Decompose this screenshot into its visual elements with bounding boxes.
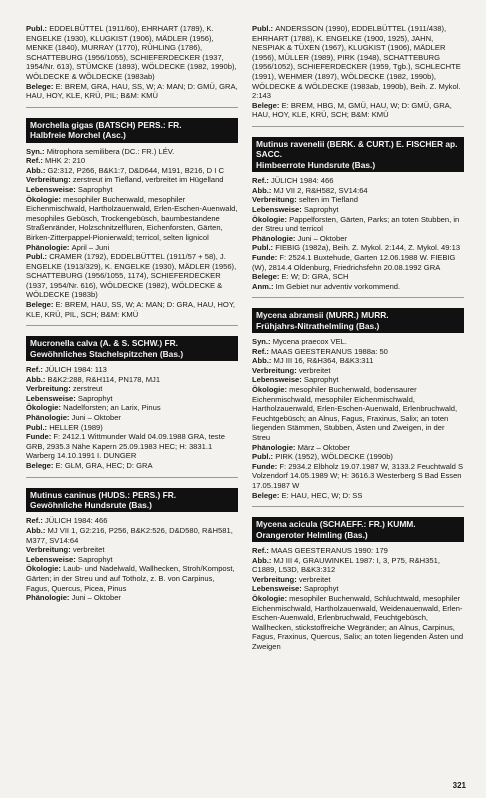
entry-line — [252, 491, 464, 501]
field-text: MJ VII 2, R&H582, SV14:64 — [273, 185, 368, 195]
field-text: Mycena praecox VEL. — [272, 337, 347, 347]
field-label: Belege: — [252, 490, 282, 500]
field-text: G2:312, P266, B&K1:7, D&D644, M191, B216, D I C — [47, 165, 224, 175]
entry-line — [26, 432, 238, 461]
field-label: Ökologie: — [252, 385, 290, 395]
field-text: FIEBIG (1982a), Beih. Z. Mykol. 2:144, Z. Mykol. 49:13 — [275, 243, 461, 253]
entry-line — [252, 195, 464, 205]
page-number: 321 — [452, 781, 466, 790]
entry-divider — [252, 126, 464, 127]
species-entry — [26, 516, 238, 602]
field-text: E: GLM, GRA, HEC; D: GRA — [55, 461, 153, 470]
entry-line — [252, 253, 464, 272]
field-text: HELLER (1989) — [49, 422, 103, 432]
entry-line — [252, 385, 464, 443]
right-column — [252, 24, 464, 652]
entry-line — [252, 366, 464, 376]
field-text: selten im Tiefland — [298, 195, 358, 205]
field-label: Publ.: — [252, 243, 276, 253]
field-text: MJ VII 1, G2:216, P256, B&K2:526, D&D580, R&H581, M377, SV14:64 — [26, 526, 233, 545]
field-text: Saprophyt — [303, 584, 339, 594]
field-text: März – Oktober — [297, 442, 350, 452]
field-label: Verbreitung: — [252, 365, 299, 375]
field-text: zerstreut — [72, 384, 103, 394]
entry-line — [252, 24, 464, 101]
species-header — [252, 517, 464, 542]
entry-line — [252, 584, 464, 594]
entry-line — [252, 205, 464, 215]
field-text: E: HAU, HEC, W; D: SS — [281, 490, 363, 500]
continued-entry — [26, 24, 238, 101]
species-name: Mycena acicula (SCHAEFF.: FR.) KUMM. — [256, 519, 416, 530]
entry-line — [26, 403, 238, 413]
field-text: Nadelforsten; an Larix, Pinus — [63, 403, 161, 413]
field-label: Ref.: — [26, 365, 45, 375]
entry-line — [26, 300, 238, 319]
field-text: JÜLICH 1984: 466 — [270, 176, 334, 186]
field-label: Belege: — [26, 300, 56, 310]
field-label: Abb.: — [26, 165, 48, 175]
field-label: Ökologie: — [252, 593, 290, 603]
species-header — [26, 336, 238, 361]
species-name: Mycena abramsii (MURR.) MURR. — [256, 310, 389, 321]
species-entry — [252, 337, 464, 500]
common-name: Gewöhnliche Hundsrute (Bas.) — [30, 500, 152, 510]
field-label: Phänologie: — [26, 593, 72, 603]
entry-line — [252, 546, 464, 556]
entry-line — [252, 452, 464, 462]
field-label: Verbreitung: — [252, 195, 299, 205]
entry-line — [26, 516, 238, 526]
field-label: Ökologie: — [26, 194, 64, 204]
field-text: F: 2412.1 Wittmunder Wald 04.09.1988 GRA, teste GRB, 2935.3 Nähe Kapern 25.09.1983 HEC; H: 3831.1 Warberg 14.10.1991 I. DUNGER — [26, 432, 225, 461]
entry-line — [252, 186, 464, 196]
field-text: F: 2524.1 Buxtehude, Garten 12.06.1988 W. FIEBIG (W), 2814.4 Oldenburg, Friedrichsfehn 20.08.1992 GRA — [252, 252, 456, 272]
field-text: verbreitet — [298, 574, 331, 584]
field-label: Phänologie: — [252, 442, 298, 452]
entry-line — [26, 593, 238, 603]
entry-line — [26, 175, 238, 185]
species-name: Mutinus caninus (HUDS.: PERS.) FR. — [30, 489, 177, 500]
field-label: Verbreitung: — [26, 175, 73, 185]
field-text: Laub- und Nadelwald, Wallhecken, Stroh/Kompost, Gärten; in der Streu und auf Totholz, z. B. von Carpinus, Fagus, Quercus, Picea, Pinus — [26, 564, 235, 593]
field-text: mesophiler Buchenwald, mesophiler Eichenmischwald, Hartholzauenwald, Erlen-Eschen-Auenwald, mesophiles Gebüsch, Trockengebüsch, baumbestandene Straßenränder, Holzschnitzelfluren, Eichenforsten, Gärten, Birken-Zitterpappel-Pionierwald; terricol, selten lignicol — [26, 194, 238, 242]
field-label: Funde: — [26, 432, 54, 442]
field-text: E: BREM, GRA, HAU, SS, W; A: MAN; D: GMÜ, GRA, HAU, HOY, KLE, KRÜ, PIL; B&M: KMÜ — [26, 81, 238, 101]
field-text: verbreitet — [298, 365, 331, 375]
field-label: Publ.: — [26, 422, 50, 432]
field-text: verbreitet — [72, 545, 105, 555]
entry-line — [252, 375, 464, 385]
entry-line — [252, 575, 464, 585]
entry-line — [252, 282, 464, 292]
species-entry — [252, 176, 464, 291]
entry-line — [252, 234, 464, 244]
entry-line — [26, 413, 238, 423]
entry-line — [26, 252, 238, 300]
entry-divider — [252, 506, 464, 507]
field-label: Abb.: — [26, 374, 48, 384]
field-text: ANDERSSON (1990), EDDELBÜTTEL (1911/438), EHRHART (1788), K. ENGELKE (1900, 1925), JAHN, NESPIAK & TÜXEN (1967), KLUGKIST (1906), MÄDLER (1956), MÜLLER (1989), PIRK (1948), SCHATTEBURG (1956/1052), SCHIEFERDECKER (1959, Tgb.), SCHLECHTE (1991), WEHMER (1897), WÖLDECKE (1982, 1990b), WÖLDECKE & WÖLDECKE (1983ab, 1990b), Beih. Z. Mykol. 2:143 — [252, 24, 461, 101]
field-label: Publ.: — [26, 252, 50, 262]
field-text: JÜLICH 1984: 113 — [44, 365, 107, 375]
field-text: Saprophyt — [77, 184, 113, 194]
field-text: Juni – Oktober — [297, 233, 347, 243]
entry-line — [26, 555, 238, 565]
entry-divider — [252, 297, 464, 298]
common-name: Himbeerrote Hundsrute (Bas.) — [256, 159, 376, 170]
field-label: Funde: — [252, 461, 280, 471]
species-name: Mutinus ravenelii (BERK. & CURT.) E. FISCHER ap. SACC. — [256, 138, 458, 160]
entry-line — [252, 347, 464, 357]
field-label: Abb.: — [252, 356, 274, 366]
field-text: E: W; D: GRA, SCH — [281, 272, 349, 282]
species-entry — [26, 147, 238, 320]
field-label: Lebensweise: — [26, 554, 78, 564]
species-header — [26, 488, 238, 513]
left-column — [26, 24, 238, 603]
field-text: Im Gebiet nur adventiv vorkommend. — [275, 281, 401, 291]
field-label: Ref.: — [26, 156, 45, 166]
field-text: mesophiler Buchenwald, bodensaurer Eichenmischwald, mesophiler Eichenmischwald, Hartholzauenwald, Erlen-Eschen-Auenwald, Erlenbruchwald, Feuchtgebüsch; an Alnus, Fagus, Fraxinus, Salix; an toten liegenden Stämmen, Stubben, Ästen und Zweigen, in der Streu — [252, 385, 458, 443]
field-text: Juni – Oktober — [71, 593, 121, 603]
field-text: Saprophyt — [303, 204, 339, 214]
field-label: Ref.: — [252, 176, 271, 186]
field-label: Belege: — [26, 81, 56, 91]
field-label: Lebensweise: — [26, 393, 78, 403]
entry-line — [252, 594, 464, 652]
entry-line — [26, 394, 238, 404]
field-label: Lebensweise: — [252, 204, 304, 214]
field-text: MAAS GEESTERANUS 1988a: 50 — [270, 346, 388, 356]
entry-divider — [26, 477, 238, 478]
field-text: E: BREM, HAU, SS, W; A: MAN; D: GRA, HAU, HOY, KLE, KRÜ, PIL, SCH; B&M: KMÜ — [26, 300, 236, 319]
entry-line — [252, 176, 464, 186]
field-text: MAAS GEESTERANUS 1990: 179 — [270, 546, 388, 555]
field-label: Verbreitung: — [252, 574, 299, 584]
entry-line — [26, 375, 238, 385]
entry-line — [26, 195, 238, 243]
entry-line — [252, 101, 464, 120]
field-label: Publ.: — [26, 24, 50, 33]
field-text: mesophiler Buchenwald, Schluchtwald, mesophiler Eichenmischwald, Hartholzauenwald, Weidenauenwald, Erlen-Eschen-Auenwald, Erlenbruchwald, Feuchtgebüsch, Wallhecken, stickstoffreiche Wegränder; an Alnus, Carpinus, Fagus, Fraxinus, Quercus, Salix; an toten liegenden Ästen und Zweigen — [252, 593, 464, 651]
entry-line — [26, 423, 238, 433]
field-text: April – Juni — [71, 242, 110, 252]
field-text: B&K2:288, R&H114, PN178, MJ1 — [47, 374, 161, 384]
continued-entry — [252, 24, 464, 120]
field-label: Ökologie: — [252, 214, 290, 224]
field-text: MHK 2: 210 — [44, 156, 86, 166]
entry-line — [26, 147, 238, 157]
field-label: Syn.: — [252, 337, 273, 347]
entry-line — [26, 185, 238, 195]
entry-line — [26, 365, 238, 375]
entry-line — [252, 272, 464, 282]
field-text: CRAMER (1792), EDDELBÜTTEL (1911/57 + 58), J. ENGELKE (1913/329), K. ENGELKE (1930), MÄDLER (1956), SCHATTEBURG (1956/1055, 1174), SCHIEFERDECKER (1937, 1954/Nr. 616), WÖLDECKE (1982), WÖLDECKE & WÖLDECKE (1983b) — [26, 252, 237, 300]
field-text: JÜLICH 1984: 466 — [44, 516, 108, 526]
field-label: Lebensweise: — [252, 584, 304, 594]
field-label: Abb.: — [252, 185, 274, 195]
common-name: Gewöhnliches Stachelspitzchen (Bas.) — [30, 348, 184, 359]
entry-line — [26, 384, 238, 394]
field-label: Ref.: — [252, 546, 271, 555]
field-label: Belege: — [26, 461, 56, 470]
field-text: Saprophyt — [77, 393, 113, 403]
field-label: Syn.: — [26, 146, 47, 156]
species-name: Morchella gigas (BATSCH) PERS.: FR. — [30, 119, 182, 130]
field-label: Verbreitung: — [26, 545, 73, 555]
field-text: F: 2934.2 Elbholz 19.07.1987 W, 3133.2 Feuchtwald S Volzendorf 14.05.1989 W; H: 3616.3 Westerberg S Bad Essen 17.05.1987 W — [252, 461, 464, 490]
entry-line — [26, 156, 238, 166]
field-label: Phänologie: — [252, 233, 298, 243]
entry-line — [252, 443, 464, 453]
entry-line — [252, 556, 464, 575]
field-label: Belege: — [252, 272, 282, 282]
document-page — [26, 24, 466, 774]
field-label: Anm.: — [252, 281, 276, 291]
common-name: Orangeroter Helmling (Bas.) — [256, 529, 368, 540]
field-text: Pappelforsten, Gärten, Parks; an toten Stubben, in der Streu und terricol — [252, 214, 460, 234]
field-label: Lebensweise: — [252, 375, 304, 385]
field-text: PIRK (1952), WÖLDECKE (1990b) — [275, 452, 393, 462]
field-text: zerstreut im Tiefland, verbreitet im Hügelland — [72, 175, 224, 185]
field-label: Ökologie: — [26, 403, 64, 413]
entry-divider — [26, 325, 238, 326]
species-name: Mucronella calva (A. & S. SCHW.) FR. — [30, 338, 178, 349]
field-label: Phänologie: — [26, 413, 72, 423]
field-text: MJ III 16, R&H364, B&K3:311 — [273, 356, 374, 366]
entry-line — [26, 243, 238, 253]
entry-line — [26, 461, 238, 471]
entry-line — [252, 215, 464, 234]
species-header — [252, 308, 464, 333]
field-label: Funde: — [252, 252, 280, 262]
field-label: Phänologie: — [26, 242, 72, 252]
entry-line — [26, 166, 238, 176]
entry-line — [26, 24, 238, 82]
field-label: Publ.: — [252, 24, 276, 33]
field-text: Mitrophora semilibera (DC.: FR.) LÉV. — [46, 146, 175, 156]
field-text: Saprophyt — [77, 554, 113, 564]
entry-line — [26, 564, 238, 593]
entry-line — [26, 545, 238, 555]
field-label: Belege: — [252, 100, 282, 110]
field-label: Publ.: — [252, 452, 276, 462]
entry-line — [252, 337, 464, 347]
species-header — [26, 118, 238, 143]
field-label: Ref.: — [252, 346, 271, 356]
common-name: Frühjahrs-Nitrathelmling (Bas.) — [256, 320, 380, 331]
field-label: Ref.: — [26, 516, 45, 526]
field-text: EDDELBÜTTEL (1911/60), EHRHART (1789), K. ENGELKE (1930), KLUGKIST (1906), MÄDLER (1956), MENKE (1840), MURRAY (1770), RÜHLING (1786), SCHATTEBURG (1956/1055), SCHIEFERDECKER (1937, 1954/Nr. 613), STÜMCKE (1893), WÖLDECKE (1982, 1990b), WÖLDECKE & WÖLDECKE (1983ab) — [26, 24, 237, 81]
field-label: Verbreitung: — [26, 384, 73, 394]
species-header — [252, 137, 464, 172]
entry-line — [26, 82, 238, 101]
entry-line — [252, 243, 464, 253]
field-label: Lebensweise: — [26, 184, 78, 194]
entry-line — [252, 462, 464, 491]
entry-divider — [26, 107, 238, 108]
field-text: Juni – Oktober — [71, 413, 121, 423]
field-label: Abb.: — [26, 526, 48, 535]
field-text: MJ III 4, GRAUWINKEL 1987: I, 3, P75, R&H351, C1889, L53D, B&K3:312 — [252, 555, 440, 575]
common-name: Halbfreie Morchel (Asc.) — [30, 130, 126, 141]
field-label: Ökologie: — [26, 564, 64, 574]
species-entry — [252, 546, 464, 652]
field-label: Abb.: — [252, 555, 274, 565]
entry-line — [26, 526, 238, 545]
entry-line — [252, 356, 464, 366]
species-entry — [26, 365, 238, 471]
field-text: E: BREM, HBG, M, GMÜ, HAU, W; D: GMÜ, GRA, HAU, HOY, KLE, KRÜ, SCH; B&M: KMÜ — [252, 100, 452, 120]
field-text: Saprophyt — [303, 375, 339, 385]
